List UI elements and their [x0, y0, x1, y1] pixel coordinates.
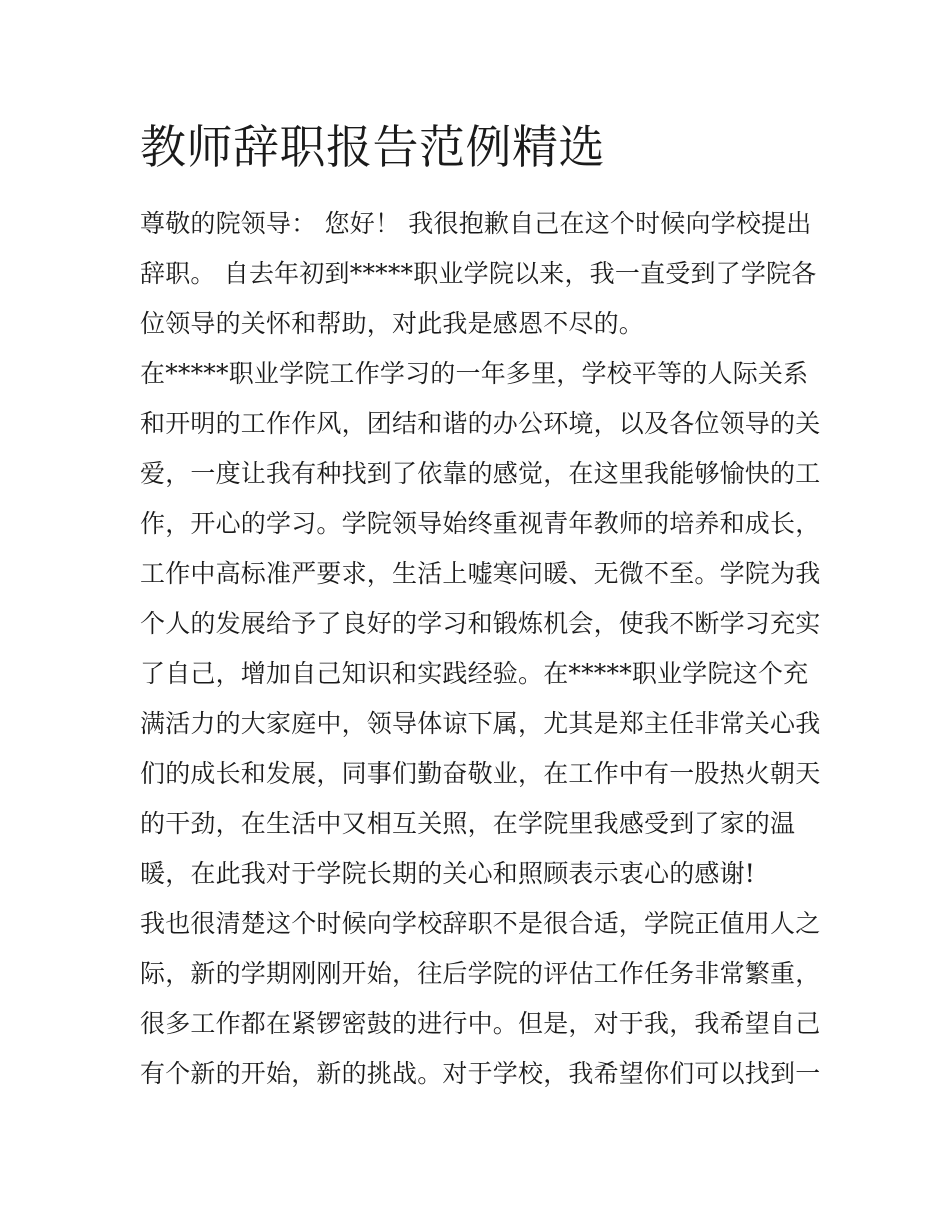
- body-line-1: 尊敬的院领导： 您好！ 我很抱歉自己在这个时候向学校提出: [140, 209, 812, 238]
- body-line-3: 位领导的关怀和帮助，对此我是感恩不尽的。: [140, 309, 645, 338]
- body-line-10: 了自己，增加自己知识和实践经验。在*****职业学院这个充: [140, 659, 809, 688]
- body-line-13: 的干劲，在生活中又相互关照，在学院里我感受到了家的温: [140, 809, 796, 838]
- body-line-8: 工作中高标准严要求，生活上嘘寒问暖、无微不至。学院为我: [140, 559, 821, 588]
- body-line-16: 际，新的学期刚刚开始，往后学院的评估工作任务非常繁重，: [140, 959, 821, 988]
- body-line-6: 爱，一度让我有种找到了依靠的感觉，在这里我能够愉快的工: [140, 459, 821, 488]
- body-line-12: 们的成长和发展，同事们勤奋敬业，在工作中有一股热火朝天: [140, 759, 821, 788]
- body-line-9: 个人的发展给予了良好的学习和锻炼机会，使我不断学习充实: [140, 609, 821, 638]
- body-line-2: 辞职。 自去年初到*****职业学院以来，我一直受到了学院各: [140, 259, 817, 288]
- body-line-5: 和开明的工作作风，团结和谐的办公环境，以及各位领导的关: [140, 409, 821, 438]
- body-line-7: 作，开心的学习。学院领导始终重视青年教师的培养和成长，: [140, 509, 821, 538]
- body-line-14: 暖，在此我对于学院长期的关心和照顾表示衷心的感谢!: [140, 859, 756, 888]
- body-line-4: 在*****职业学院工作学习的一年多里，学校平等的人际关系: [140, 359, 809, 388]
- document-title: 教师辞职报告范例精选: [140, 120, 605, 174]
- body-line-15: 我也很清楚这个时候向学校辞职不是很合适，学院正值用人之: [140, 909, 821, 938]
- body-line-18: 有个新的开始，新的挑战。对于学校，我希望你们可以找到一: [140, 1059, 821, 1088]
- body-line-11: 满活力的大家庭中，领导体谅下属，尤其是郑主任非常关心我: [140, 709, 821, 738]
- body-line-17: 很多工作都在紧锣密鼓的进行中。但是，对于我，我希望自己: [140, 1009, 821, 1038]
